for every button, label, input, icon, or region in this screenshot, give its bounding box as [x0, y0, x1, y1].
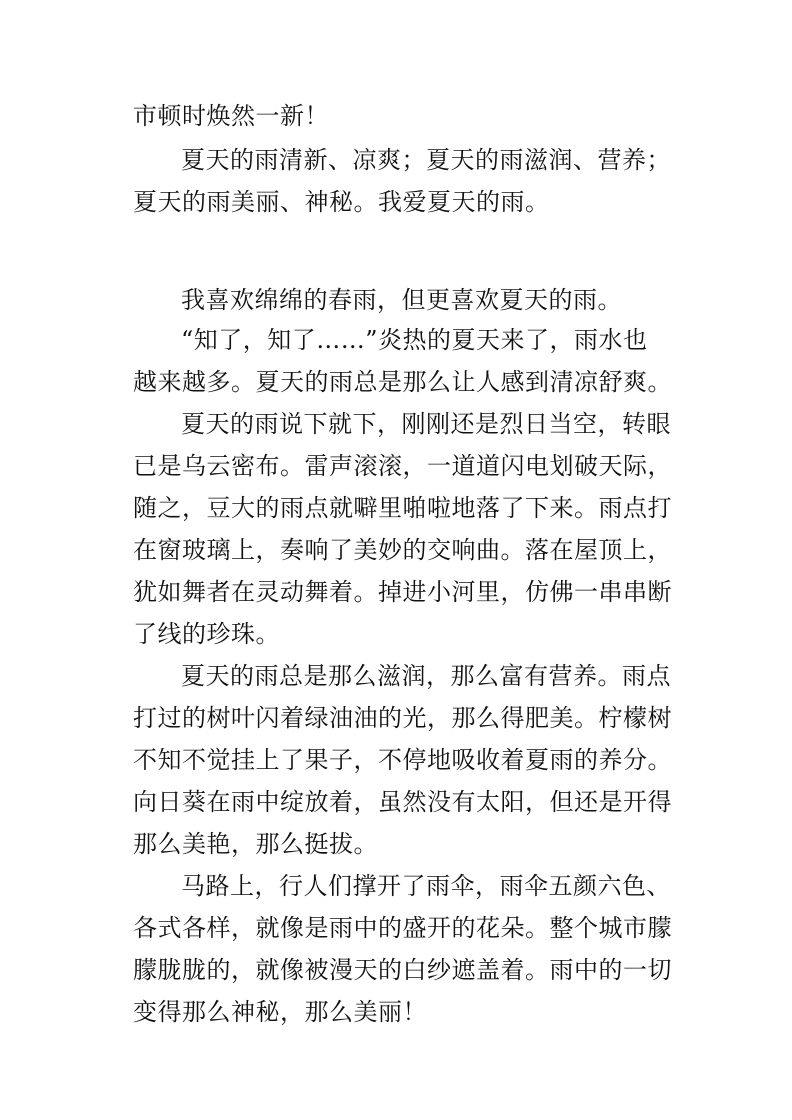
text-line: 夏天的雨说下就下，刚刚还是烈日当空，转眼	[181, 410, 671, 438]
text-line: 朦胧胧的，就像被漫天的白纱遮盖着。雨中的一切	[133, 956, 672, 984]
text-line: 夏天的雨总是那么滋润，那么富有营养。雨点	[181, 662, 671, 690]
text-line: 变得那么神秘，那么美丽！	[133, 998, 427, 1026]
text-line: 了线的珍珠。	[133, 620, 280, 648]
text-line: 已是乌云密布。雷声滚滚，一道道闪电划破天际，	[133, 452, 672, 480]
text-line: 越来越多。夏天的雨总是那么让人感到清凉舒爽。	[133, 368, 672, 396]
text-line: 市顿时焕然一新！	[133, 102, 329, 130]
text-line: 随之，豆大的雨点就噼里啪啦地落了下来。雨点打	[133, 494, 672, 522]
text-line: 那么美艳，那么挺拔。	[133, 830, 378, 858]
text-line: 我喜欢绵绵的春雨，但更喜欢夏天的雨。	[181, 286, 622, 314]
text-line: 夏天的雨美丽、神秘。我爱夏天的雨。	[133, 188, 550, 216]
text-line: “知了，知了……”炎热的夏天来了，雨水也	[181, 326, 648, 354]
text-line: 在窗玻璃上，奏响了美妙的交响曲。落在屋顶上，	[133, 536, 672, 564]
text-line: 向日葵在雨中绽放着，虽然没有太阳，但还是开得	[133, 788, 672, 816]
text-line: 打过的树叶闪着绿油油的光，那么得肥美。柠檬树	[133, 704, 672, 732]
text-line: 各式各样，就像是雨中的盛开的花朵。整个城市朦	[133, 914, 672, 942]
text-line: 马路上，行人们撑开了雨伞，雨伞五颜六色、	[181, 872, 671, 900]
text-line: 夏天的雨清新、凉爽；夏天的雨滋润、营养；	[181, 146, 671, 174]
text-line: 不知不觉挂上了果子，不停地吸收着夏雨的养分。	[133, 746, 672, 774]
text-line: 犹如舞者在灵动舞着。掉进小河里，仿佛一串串断	[133, 578, 672, 606]
